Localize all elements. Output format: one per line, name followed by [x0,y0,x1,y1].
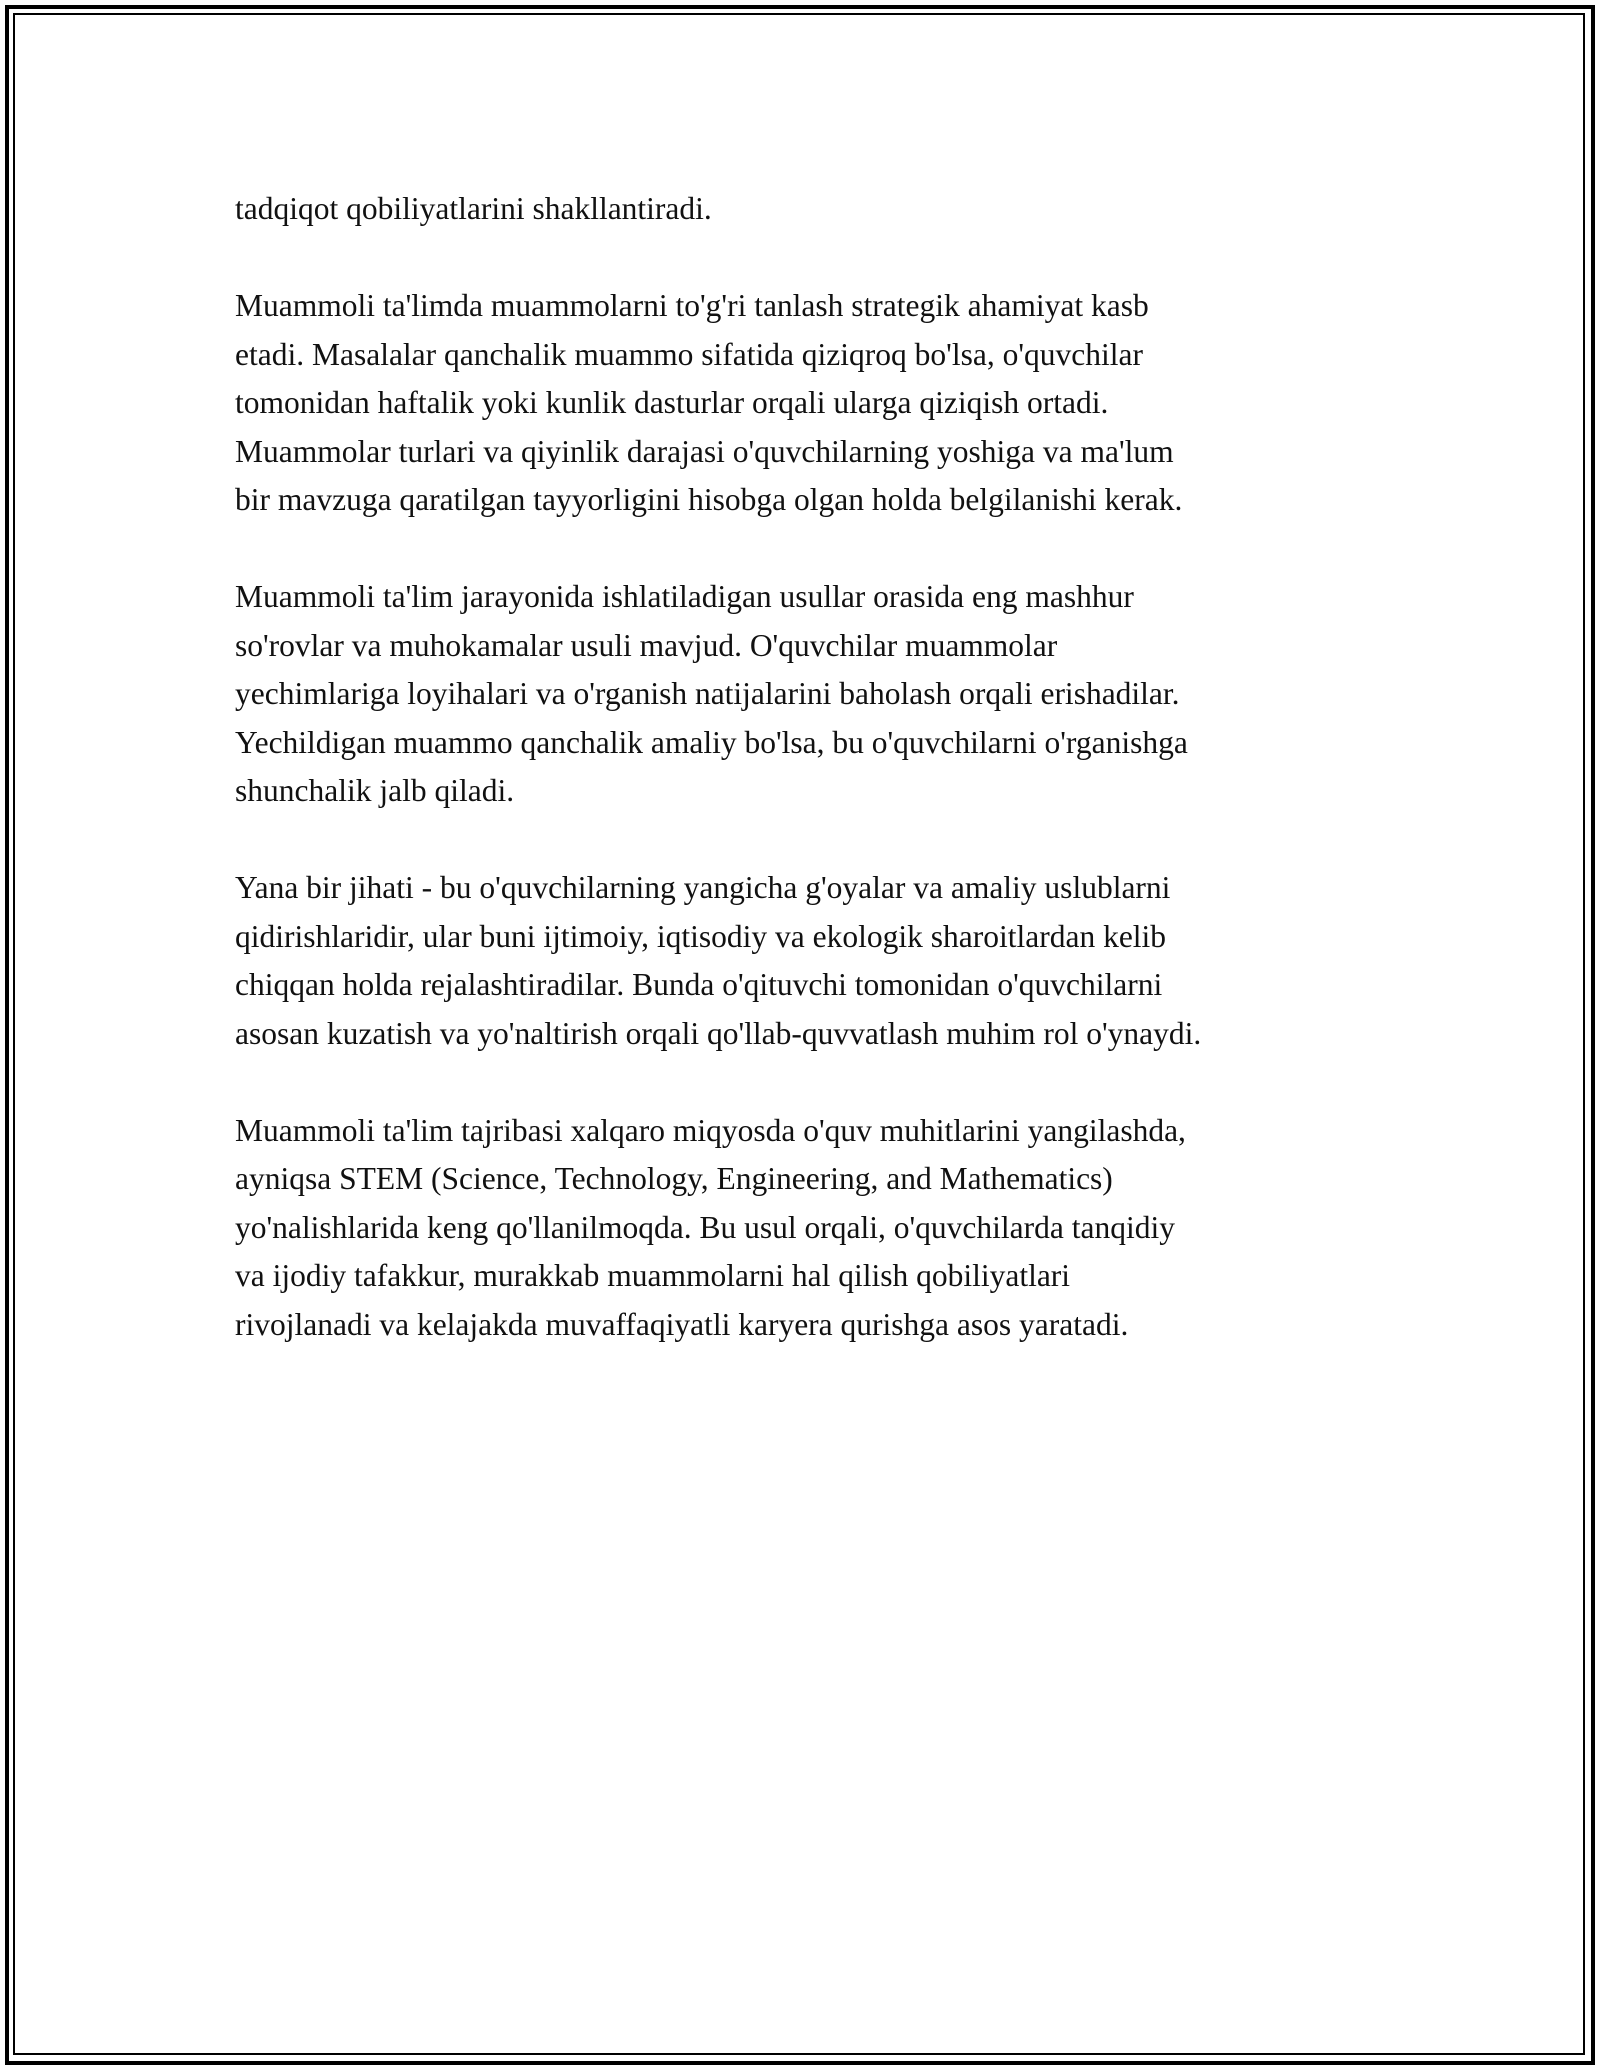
paragraph-2: Muammoli ta'limda muammolarni to'g'ri tanlash strategik ahamiyat kasb etadi. Masalalar qanchalik muammo sifatida qiziqroq bo'lsa, o'quvchilar tomonidan haftalik yoki kunlik dasturlar orqali ularga qiziqish ortadi. Muammolar turlari va qiyinlik darajasi o'quvchilarning yoshiga va ma'lum bir mavzuga qaratilgan tayyorligini hisobga olgan holda belgilanishi kerak. [235,288,1183,517]
paragraph-3: Muammoli ta'lim jarayonida ishlatiladigan usullar orasida eng mashhur so'rovlar va muhokamalar usuli mavjud. O'quvchilar muammolar yechimlariga loyihalari va o'rganish natijalarini baholash orqali erishadilar. Yechildigan muammo qanchalik amaliy bo'lsa, bu o'quvchilarni o'rganishga shunchalik jalb qiladi. [235,579,1188,808]
paragraph-5: Muammoli ta'lim tajribasi xalqaro miqyosda o'quv muhitlarini yangilashda, ayniqsa STEM (Science, Technology, Engineering, and Mathematics) yo'nalishlarida keng qo'llanilmoqda. Bu usul orqali, o'quvchilarda tanqidiy va ijodiy tafakkur, murakkab muammolarni hal qilish qobiliyatlari rivojlanadi va kelajakda muvaffaqiyatli karyera qurishga asos yaratadi. [235,1112,1186,1342]
paragraph-1: tadqiqot qobiliyatlarini shakllantiradi. [235,191,712,226]
document-body [235,185,1365,1398]
paragraph-4: Yana bir jihati - bu o'quvchilarning yangicha g'oyalar va amaliy uslublarni qidirishlaridir, ular buni ijtimoiy, iqtisodiy va ekologik sharoitlardan kelib chiqqan holda rejalashtiradilar. Bunda o'qituvchi tomonidan o'quvchilarni asosan kuzatish va yo'naltirish orqali qo'llab-quvvatlash muhim rol o'ynaydi. [235,870,1202,1051]
